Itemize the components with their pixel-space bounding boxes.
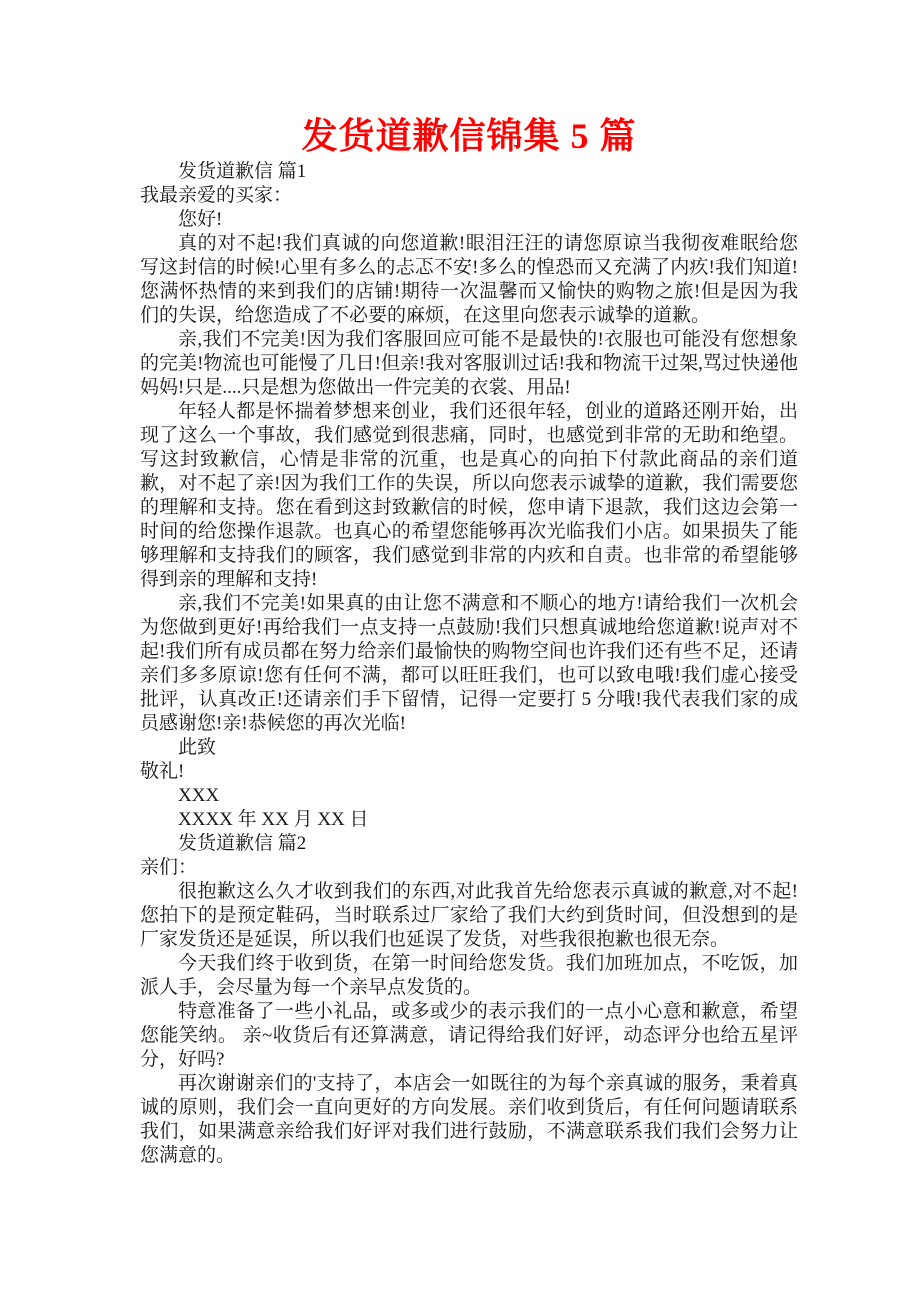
body-paragraph: 亲,我们不完美!因为我们客服回应可能不是最快的!衣服也可能没有您想象的完美!物流也可能慢了几日!但亲!我对客服训过话!我和物流干过架,骂过快递他妈妈!只是....只是想为您做出一件完美的衣裳、用品! — [140, 329, 798, 398]
signature: XXX — [178, 785, 220, 806]
section-heading-2: 发货道歉信 篇2 — [178, 833, 307, 854]
date-line: XXXX 年 XX 月 XX 日 — [178, 809, 369, 830]
body-paragraph: 真的对不起!我们真诚的向您道歉!眼泪汪汪的请您原谅当我彻夜难眠给您写这封信的时候!心里有多么的忐忑不安!多么的惶恐而又充满了内疚!我们知道!您满怀热情的来到我们的店铺!期待一次温馨而又愉快的购物之旅!但是因为我们的失误，给您造成了不必要的麻烦，在这里向您表示诚挚的道歉。 — [140, 233, 798, 326]
greeting: 您好! — [178, 209, 223, 230]
body-paragraph: 再次谢谢亲们的'支持了，本店会一如既往的为每个亲真诚的服务，秉着真诚的原则，我们会一直向更好的方向发展。亲们收到货后，有任何问题请联系我们，如果满意亲给我们好评对我们进行鼓励，不满意联系我们我们会努力让您满意的。 — [140, 1073, 798, 1166]
body-paragraph: 特意准备了一些小礼品，或多或少的表示我们的一点小心意和歉意，希望您能笑纳。 亲~收货后有还算满意，请记得给我们好评，动态评分也给五星评分，好吗? — [140, 1001, 798, 1070]
document-title: 发货道歉信锦集 5 篇 — [301, 116, 637, 156]
salutation-2: 亲们： — [140, 857, 198, 878]
closing-cizhi: 此致 — [178, 737, 217, 758]
body-paragraph: 今天我们终于收到货，在第一时间给您发货。我们加班加点，不吃饭，加派人手，会尽量为每一个亲早点发货的。 — [140, 953, 798, 998]
body-paragraph: 亲,我们不完美!如果真的由让您不满意和不顺心的地方!请给我们一次机会为您做到更好!再给我们一点支持一点鼓励!我们只想真诚地给您道歉!说声对不起!我们所有成员都在努力给亲们最愉快的购物空间也许我们还有些不足，还请亲们多多原谅!您有任何不满，都可以旺旺我们，也可以致电哦!我们虚心接受批评，认真改正!还请亲们手下留情，记得一定要打 5 分哦!我代表我们家的成员感谢您!亲!恭候您的再次光临! — [140, 593, 798, 734]
document-content — [140, 0, 798, 1168]
section-heading-1: 发货道歉信 篇1 — [178, 161, 307, 182]
body-paragraph: 年轻人都是怀揣着梦想来创业，我们还很年轻，创业的道路还刚开始，出现了这么一个事故，我们感觉到很悲痛，同时，也感觉到非常的无助和绝望。 写这封致歉信，心情是非常的沉重，也是真心的向拍下付款此商品的亲们道歉，对不起了亲!因为我们工作的失误，所以向您表示诚挚的道歉，我们需要您的理解和支持。您在看到这封致歉信的时候，您申请下退款，我们这边会第一时间的给您操作退款。也真心的希望您能够再次光临我们小店。如果损失了能够理解和支持我们的顾客，我们感觉到非常的内疚和自责。也非常的希望能够得到亲的理解和支持! — [140, 401, 798, 590]
salutation-1: 我最亲爱的买家： — [140, 185, 293, 206]
closing-jingli: 敬礼! — [140, 761, 185, 782]
body-paragraph: 很抱歉这么久才收到我们的东西,对此我首先给您表示真诚的歉意,对不起!您拍下的是预定鞋码，当时联系过厂家给了我们大约到货时间，但没想到的是厂家发货还是延误，所以我们也延误了发货，对些我很抱歉也很无奈。 — [140, 881, 798, 950]
